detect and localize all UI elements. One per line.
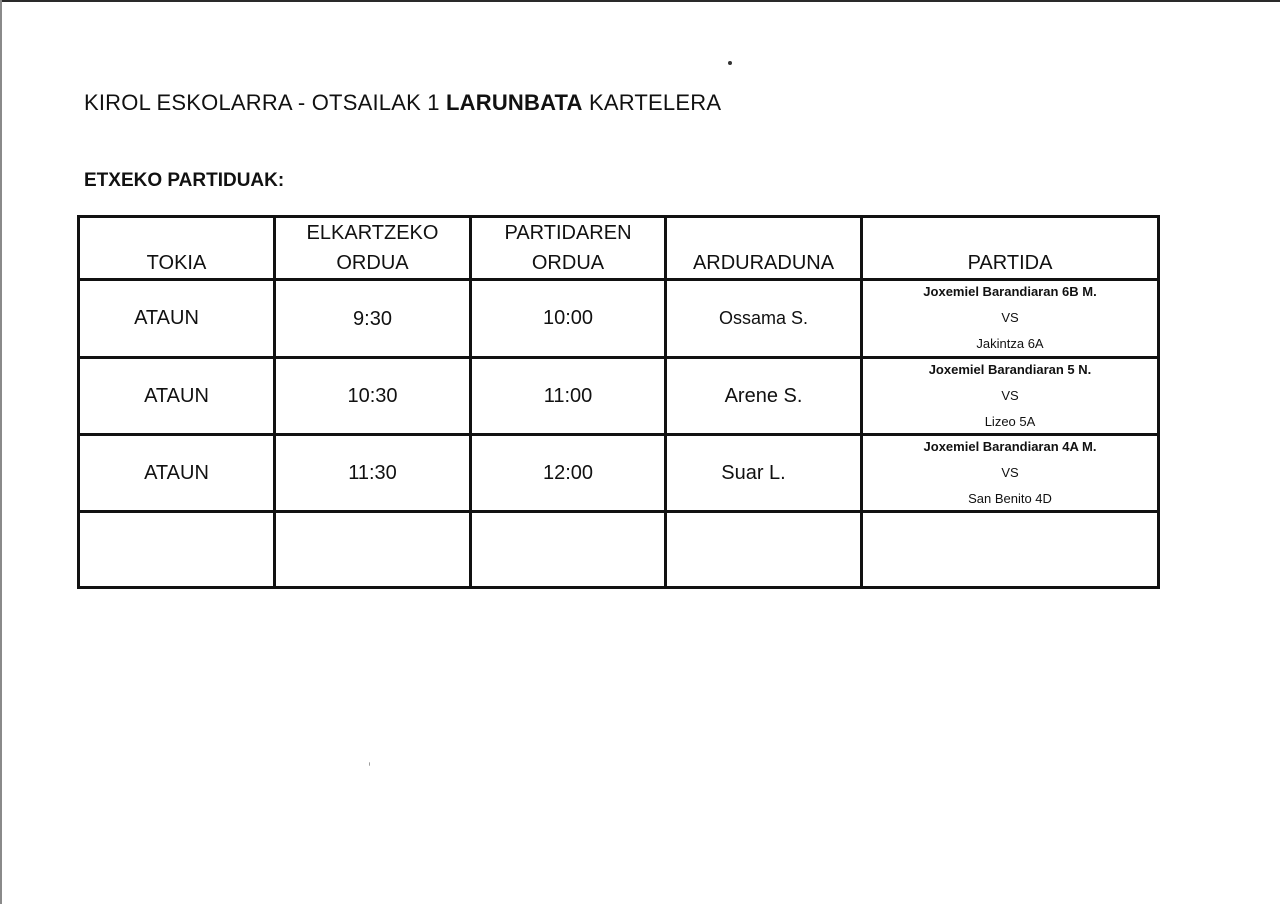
cell-tokia: [79, 512, 275, 588]
cell-arduraduna: Suar L.: [666, 435, 862, 512]
scan-speck: [369, 762, 370, 766]
cell-partida: [862, 280, 1159, 358]
vs-label: VS: [1001, 310, 1019, 325]
home-team: Joxemiel Barandiaran 5 N.: [928, 362, 1092, 377]
vs-label: VS: [1001, 465, 1019, 480]
header-arduraduna: ARDURADUNA: [666, 217, 862, 280]
cell-partidaren: 10:00: [471, 280, 666, 358]
cell-elkartzeko: [275, 512, 471, 588]
header-partida: PARTIDA: [862, 217, 1159, 280]
table-row: [79, 435, 1159, 512]
cell-partidaren: [471, 512, 666, 588]
away-team: Lizeo 5A: [984, 414, 1036, 429]
scan-edge-top: [0, 0, 1280, 2]
cell-partida: [862, 358, 1159, 435]
cell-partida: [862, 435, 1159, 512]
vs-label: VS: [1001, 388, 1019, 403]
page-title: [84, 90, 721, 116]
cell-tokia: ATAUN: [79, 435, 275, 512]
header-tokia: TOKIA: [79, 217, 275, 280]
table-row: [79, 358, 1159, 435]
scan-edge-left: [0, 0, 2, 904]
away-team: San Benito 4D: [968, 491, 1052, 506]
cell-partidaren: 11:00: [471, 358, 666, 435]
header-partidaren-ordua: PARTIDAREN ORDUA: [471, 217, 666, 280]
cell-elkartzeko: 9:30: [275, 280, 471, 358]
section-heading: ETXEKO PARTIDUAK:: [84, 170, 285, 191]
title-emphasis: LARUNBATA: [446, 90, 583, 115]
table-header-row: [79, 217, 1159, 280]
cell-elkartzeko: 10:30: [275, 358, 471, 435]
cell-elkartzeko: 11:30: [275, 435, 471, 512]
title-text-end: KARTELERA: [582, 90, 722, 115]
header-elkartzeko-ordua: ELKARTZEKO ORDUA: [275, 217, 471, 280]
cell-partida: [862, 512, 1159, 588]
title-text: KIROL ESKOLARRA - OTSAILAK 1: [84, 90, 447, 115]
cell-tokia: ATAUN: [79, 280, 275, 358]
schedule-table: [77, 215, 1160, 589]
cell-tokia: ATAUN: [79, 358, 275, 435]
scan-speck: [728, 61, 732, 65]
cell-arduraduna: Ossama S.: [666, 280, 862, 358]
cell-arduraduna: Arene S.: [666, 358, 862, 435]
home-team: Joxemiel Barandiaran 6B M.: [923, 284, 1097, 299]
away-team: Jakintza 6A: [976, 336, 1044, 351]
cell-partidaren: 12:00: [471, 435, 666, 512]
home-team: Joxemiel Barandiaran 4A M.: [923, 439, 1097, 454]
cell-arduraduna: [666, 512, 862, 588]
table-row-empty: [79, 512, 1159, 588]
table-row: [79, 280, 1159, 358]
